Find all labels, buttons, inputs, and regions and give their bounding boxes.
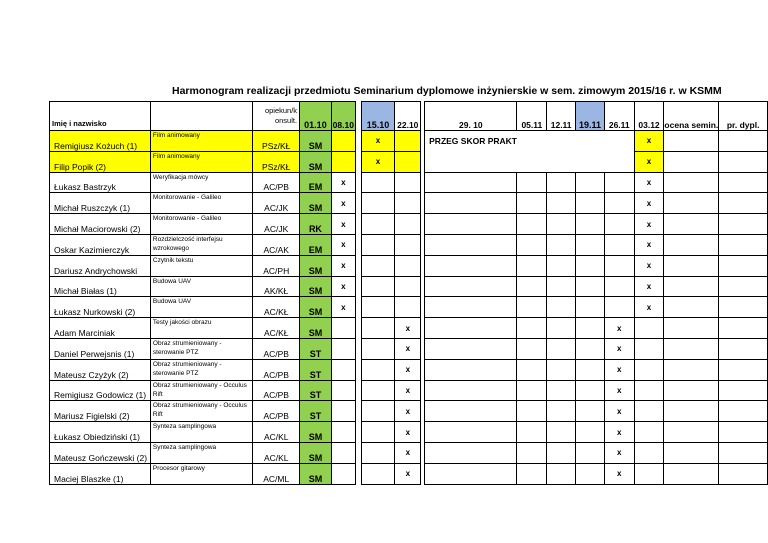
empty-cell [425, 297, 517, 318]
student-name: Łukasz Obiedziński (1) [50, 422, 151, 443]
empty-cell [331, 318, 355, 339]
empty-cell [604, 255, 634, 276]
student-name: Łukasz Bastrzyk [50, 172, 151, 193]
attendance-mark: x [331, 172, 355, 193]
student-name: Michał Ruszczyk (1) [50, 193, 151, 214]
supervisor: PSz/KŁ [253, 131, 300, 152]
empty-cell [719, 255, 768, 276]
attendance-mark: x [331, 214, 355, 235]
empty-cell [634, 463, 664, 484]
empty-cell [331, 463, 355, 484]
attendance-mark: x [395, 380, 421, 401]
empty-cell [664, 234, 719, 255]
seminar-type: SM [300, 442, 332, 463]
supervisor: AC/ML [253, 463, 300, 484]
empty-cell [395, 214, 421, 235]
empty-cell [395, 255, 421, 276]
empty-cell [576, 318, 605, 339]
empty-cell [604, 234, 634, 255]
seminar-type: SM [300, 276, 332, 297]
empty-cell [425, 276, 517, 297]
empty-cell [547, 318, 576, 339]
header-ocena: ocena semin. [664, 102, 719, 131]
empty-cell [517, 297, 547, 318]
empty-cell [664, 463, 719, 484]
seminar-type: SM [300, 318, 332, 339]
empty-cell [604, 297, 634, 318]
empty-cell [517, 442, 547, 463]
seminar-type: EM [300, 172, 332, 193]
student-name: Mateusz Czyżyk (2) [50, 359, 151, 380]
seminar-type: ST [300, 338, 332, 359]
empty-cell [425, 359, 517, 380]
student-name: Mariusz Figielski (2) [50, 401, 151, 422]
empty-cell [664, 172, 719, 193]
empty-cell [425, 401, 517, 422]
empty-cell [576, 359, 605, 380]
thesis-topic: Czytnik tekstu [150, 255, 252, 276]
table-row [50, 442, 768, 463]
empty-cell [719, 172, 768, 193]
attendance-mark: x [604, 422, 634, 443]
attendance-mark: x [331, 297, 355, 318]
empty-cell [425, 193, 517, 214]
attendance-mark: x [634, 255, 664, 276]
table-row [50, 255, 768, 276]
empty-cell [576, 151, 605, 172]
empty-cell [719, 297, 768, 318]
attendance-mark: x [361, 151, 395, 172]
seminar-type: SM [300, 463, 332, 484]
empty-cell [361, 172, 395, 193]
empty-cell [547, 359, 576, 380]
empty-cell [576, 255, 605, 276]
empty-cell [425, 172, 517, 193]
empty-cell [576, 338, 605, 359]
attendance-mark: x [604, 338, 634, 359]
empty-cell [425, 234, 517, 255]
empty-cell [576, 442, 605, 463]
seminar-type: SM [300, 297, 332, 318]
empty-cell [634, 442, 664, 463]
empty-cell [719, 234, 768, 255]
empty-cell [517, 151, 547, 172]
empty-cell [361, 318, 395, 339]
supervisor: AC/JK [253, 193, 300, 214]
page-title: Harmonogram realizacji przedmiotu Seminarium dyplomowe inżynierskie w sem. zimowym 2015/16 r. w KSMM [172, 85, 722, 97]
empty-cell [517, 401, 547, 422]
thesis-topic: Monitorowanie - Galileo [150, 214, 252, 235]
seminar-type: SM [300, 151, 332, 172]
empty-cell [547, 422, 576, 443]
attendance-mark: x [395, 442, 421, 463]
empty-cell [664, 131, 719, 152]
empty-cell [331, 338, 355, 359]
student-name: Maciej Blaszke (1) [50, 463, 151, 484]
empty-cell [361, 442, 395, 463]
header-pr-dypl: pr. dypl. [719, 102, 768, 131]
empty-cell [576, 380, 605, 401]
thesis-topic: Synteza samplingowa [150, 422, 252, 443]
seminar-type: ST [300, 380, 332, 401]
empty-cell [576, 276, 605, 297]
supervisor: AC/PB [253, 401, 300, 422]
seminar-type: RK [300, 214, 332, 235]
thesis-topic: Obraz strumieniowany - Occulus Rift [150, 380, 252, 401]
empty-cell [664, 338, 719, 359]
empty-cell [547, 255, 576, 276]
thesis-topic: Budowa UAV [150, 276, 252, 297]
header-date-6: 05.11 [517, 102, 547, 131]
header-date-5: 29. 10 [425, 102, 517, 131]
empty-cell [361, 401, 395, 422]
table-row [50, 214, 768, 235]
empty-cell [547, 380, 576, 401]
table-row [50, 359, 768, 380]
seminar-type: SM [300, 193, 332, 214]
supervisor: AC/KŁ [253, 318, 300, 339]
empty-cell [576, 234, 605, 255]
attendance-mark: x [395, 401, 421, 422]
empty-cell [576, 193, 605, 214]
thesis-topic: Film animowany [150, 151, 252, 172]
empty-cell [664, 193, 719, 214]
attendance-mark: x [634, 276, 664, 297]
empty-cell [425, 318, 517, 339]
student-name: Adam Marciniak [50, 318, 151, 339]
attendance-mark: x [634, 234, 664, 255]
empty-cell [719, 442, 768, 463]
student-name: Daniel Perwejsnis (1) [50, 338, 151, 359]
attendance-mark: x [331, 255, 355, 276]
empty-cell [604, 214, 634, 235]
supervisor: AC/PB [253, 359, 300, 380]
thesis-topic: Film animowany [150, 131, 252, 152]
empty-cell [517, 255, 547, 276]
table-row [50, 151, 768, 172]
empty-cell [517, 422, 547, 443]
empty-cell [547, 442, 576, 463]
empty-cell [719, 380, 768, 401]
attendance-mark: x [604, 401, 634, 422]
empty-cell [395, 172, 421, 193]
header-opiekun: opiekun/k onsult. [253, 102, 300, 131]
empty-cell [395, 151, 421, 172]
empty-cell [604, 131, 634, 152]
empty-cell [331, 422, 355, 443]
empty-cell [395, 234, 421, 255]
empty-cell [547, 193, 576, 214]
empty-cell [664, 318, 719, 339]
empty-cell [517, 338, 547, 359]
empty-cell [517, 214, 547, 235]
empty-cell [576, 297, 605, 318]
empty-cell [604, 172, 634, 193]
empty-cell [425, 380, 517, 401]
empty-cell [425, 442, 517, 463]
thesis-topic: Obraz strumieniowany - sterowanie PTZ [150, 359, 252, 380]
attendance-mark: x [604, 442, 634, 463]
break-note: PRZEG SKOR PRAKT [425, 131, 517, 152]
empty-cell [576, 172, 605, 193]
empty-cell [664, 401, 719, 422]
attendance-mark: x [604, 318, 634, 339]
table-row [50, 422, 768, 443]
supervisor: AC/PB [253, 172, 300, 193]
empty-cell [361, 234, 395, 255]
attendance-mark: x [395, 338, 421, 359]
thesis-topic: Monitorowanie - Galileo [150, 193, 252, 214]
empty-cell [604, 276, 634, 297]
empty-cell [664, 276, 719, 297]
empty-cell [547, 338, 576, 359]
header-date-7: 12.11 [547, 102, 576, 131]
empty-cell [517, 193, 547, 214]
attendance-mark: x [634, 297, 664, 318]
empty-cell [576, 131, 605, 152]
header-row [50, 102, 768, 131]
attendance-mark: x [395, 422, 421, 443]
supervisor: AC/KŁ [253, 297, 300, 318]
supervisor: AK/KŁ [253, 276, 300, 297]
empty-cell [547, 131, 576, 152]
supervisor: AC/AK [253, 234, 300, 255]
thesis-topic: Synteza samplingowa [150, 442, 252, 463]
seminar-type: SM [300, 255, 332, 276]
table-row [50, 297, 768, 318]
empty-cell [517, 234, 547, 255]
empty-cell [634, 422, 664, 443]
attendance-mark: x [395, 463, 421, 484]
empty-cell [547, 172, 576, 193]
seminar-type: ST [300, 401, 332, 422]
attendance-mark: x [634, 172, 664, 193]
empty-cell [425, 463, 517, 484]
table-row [50, 318, 768, 339]
attendance-mark: x [361, 131, 395, 152]
thesis-topic: Budowa UAV [150, 297, 252, 318]
empty-cell [719, 318, 768, 339]
empty-cell [331, 380, 355, 401]
table-row [50, 172, 768, 193]
empty-cell [634, 401, 664, 422]
empty-cell [547, 401, 576, 422]
empty-cell [664, 297, 719, 318]
student-name: Filip Popik (2) [50, 151, 151, 172]
header-date-8: 19.11 [576, 102, 605, 131]
empty-cell [547, 151, 576, 172]
empty-cell [634, 338, 664, 359]
empty-cell [517, 276, 547, 297]
empty-cell [719, 276, 768, 297]
student-name: Dariusz Andrychowski [50, 255, 151, 276]
schedule-table [49, 101, 768, 485]
empty-cell [425, 255, 517, 276]
supervisor: AC/PB [253, 338, 300, 359]
empty-cell [331, 401, 355, 422]
empty-cell [361, 255, 395, 276]
empty-cell [547, 214, 576, 235]
thesis-topic: Weryfikacja mówcy [150, 172, 252, 193]
table-row [50, 234, 768, 255]
table-row [50, 276, 768, 297]
empty-cell [517, 380, 547, 401]
supervisor: AC/PB [253, 380, 300, 401]
student-name: Remigiusz Godowicz (1) [50, 380, 151, 401]
empty-cell [664, 151, 719, 172]
empty-cell [361, 193, 395, 214]
seminar-type: EM [300, 234, 332, 255]
table-row [50, 463, 768, 484]
header-date-9: 26.11 [604, 102, 634, 131]
supervisor: AC/PH [253, 255, 300, 276]
empty-cell [361, 338, 395, 359]
attendance-mark: x [331, 234, 355, 255]
supervisor: AC/KL [253, 442, 300, 463]
student-name: Łukasz Nurkowski (2) [50, 297, 151, 318]
empty-cell [719, 131, 768, 152]
empty-cell [361, 297, 395, 318]
empty-cell [634, 318, 664, 339]
empty-cell [576, 214, 605, 235]
empty-cell [425, 151, 517, 172]
empty-cell [331, 151, 355, 172]
empty-cell [361, 276, 395, 297]
attendance-mark: x [604, 380, 634, 401]
attendance-mark: x [331, 276, 355, 297]
header-date-1: 01.10 [300, 102, 332, 131]
empty-cell [361, 422, 395, 443]
table-row [50, 380, 768, 401]
student-name: Oskar Kazimierczyk [50, 234, 151, 255]
attendance-mark: x [395, 359, 421, 380]
empty-cell [425, 422, 517, 443]
header-date-10: 03.12 [634, 102, 664, 131]
attendance-mark: x [634, 214, 664, 235]
header-date-2: 08.10 [331, 102, 355, 131]
header-date-4: 22.10 [395, 102, 421, 131]
empty-cell [425, 338, 517, 359]
supervisor: AC/JK [253, 214, 300, 235]
empty-cell [395, 276, 421, 297]
attendance-mark: x [395, 318, 421, 339]
seminar-type: ST [300, 359, 332, 380]
empty-cell [664, 359, 719, 380]
empty-cell [719, 151, 768, 172]
supervisor: PSz/KŁ [253, 151, 300, 172]
empty-cell [517, 172, 547, 193]
empty-cell [331, 442, 355, 463]
seminar-type: SM [300, 131, 332, 152]
empty-cell [395, 193, 421, 214]
attendance-mark: x [331, 193, 355, 214]
empty-cell [634, 359, 664, 380]
attendance-mark: x [634, 131, 664, 152]
empty-cell [331, 359, 355, 380]
empty-cell [576, 401, 605, 422]
empty-cell [719, 463, 768, 484]
empty-cell [517, 359, 547, 380]
header-name: Imię i nazwisko [50, 102, 151, 131]
thesis-topic: Obraz strumieniowany - Occulus Rift [150, 401, 252, 422]
empty-cell [664, 214, 719, 235]
empty-cell [604, 193, 634, 214]
seminar-type: SM [300, 422, 332, 443]
empty-cell [517, 131, 547, 152]
table-row [50, 193, 768, 214]
empty-cell [331, 131, 355, 152]
table-row [50, 401, 768, 422]
thesis-topic: Testy jakości obrazu [150, 318, 252, 339]
schedule-body [50, 131, 768, 485]
student-name: Mateusz Gończewski (2) [50, 442, 151, 463]
supervisor: AC/KL [253, 422, 300, 443]
empty-cell [395, 297, 421, 318]
empty-cell [547, 276, 576, 297]
attendance-mark: x [634, 151, 664, 172]
student-name: Michał Białas (1) [50, 276, 151, 297]
empty-cell [517, 318, 547, 339]
student-name: Remigiusz Kożuch (1) [50, 131, 151, 152]
empty-cell [719, 193, 768, 214]
empty-cell [576, 463, 605, 484]
header-topic [150, 102, 252, 131]
empty-cell [517, 463, 547, 484]
empty-cell [634, 380, 664, 401]
empty-cell [719, 214, 768, 235]
table-row [50, 338, 768, 359]
thesis-topic: Procesor gitarowy [150, 463, 252, 484]
empty-cell [664, 380, 719, 401]
attendance-mark: x [604, 463, 634, 484]
empty-cell [547, 463, 576, 484]
thesis-topic: Obraz strumieniowany - sterowanie PTZ [150, 338, 252, 359]
empty-cell [604, 151, 634, 172]
empty-cell [719, 338, 768, 359]
student-name: Michał Maciorowski (2) [50, 214, 151, 235]
empty-cell [664, 255, 719, 276]
attendance-mark: x [634, 193, 664, 214]
empty-cell [395, 131, 421, 152]
empty-cell [719, 401, 768, 422]
empty-cell [361, 463, 395, 484]
empty-cell [547, 297, 576, 318]
thesis-topic: Rozdzielczość interfejsu wzrokowego [150, 234, 252, 255]
empty-cell [719, 359, 768, 380]
attendance-mark: x [604, 359, 634, 380]
empty-cell [361, 380, 395, 401]
empty-cell [361, 359, 395, 380]
header-date-3: 15.10 [361, 102, 395, 131]
empty-cell [664, 442, 719, 463]
empty-cell [576, 422, 605, 443]
empty-cell [361, 214, 395, 235]
empty-cell [547, 234, 576, 255]
empty-cell [425, 214, 517, 235]
empty-cell [664, 422, 719, 443]
table-row [50, 131, 768, 152]
empty-cell [719, 422, 768, 443]
